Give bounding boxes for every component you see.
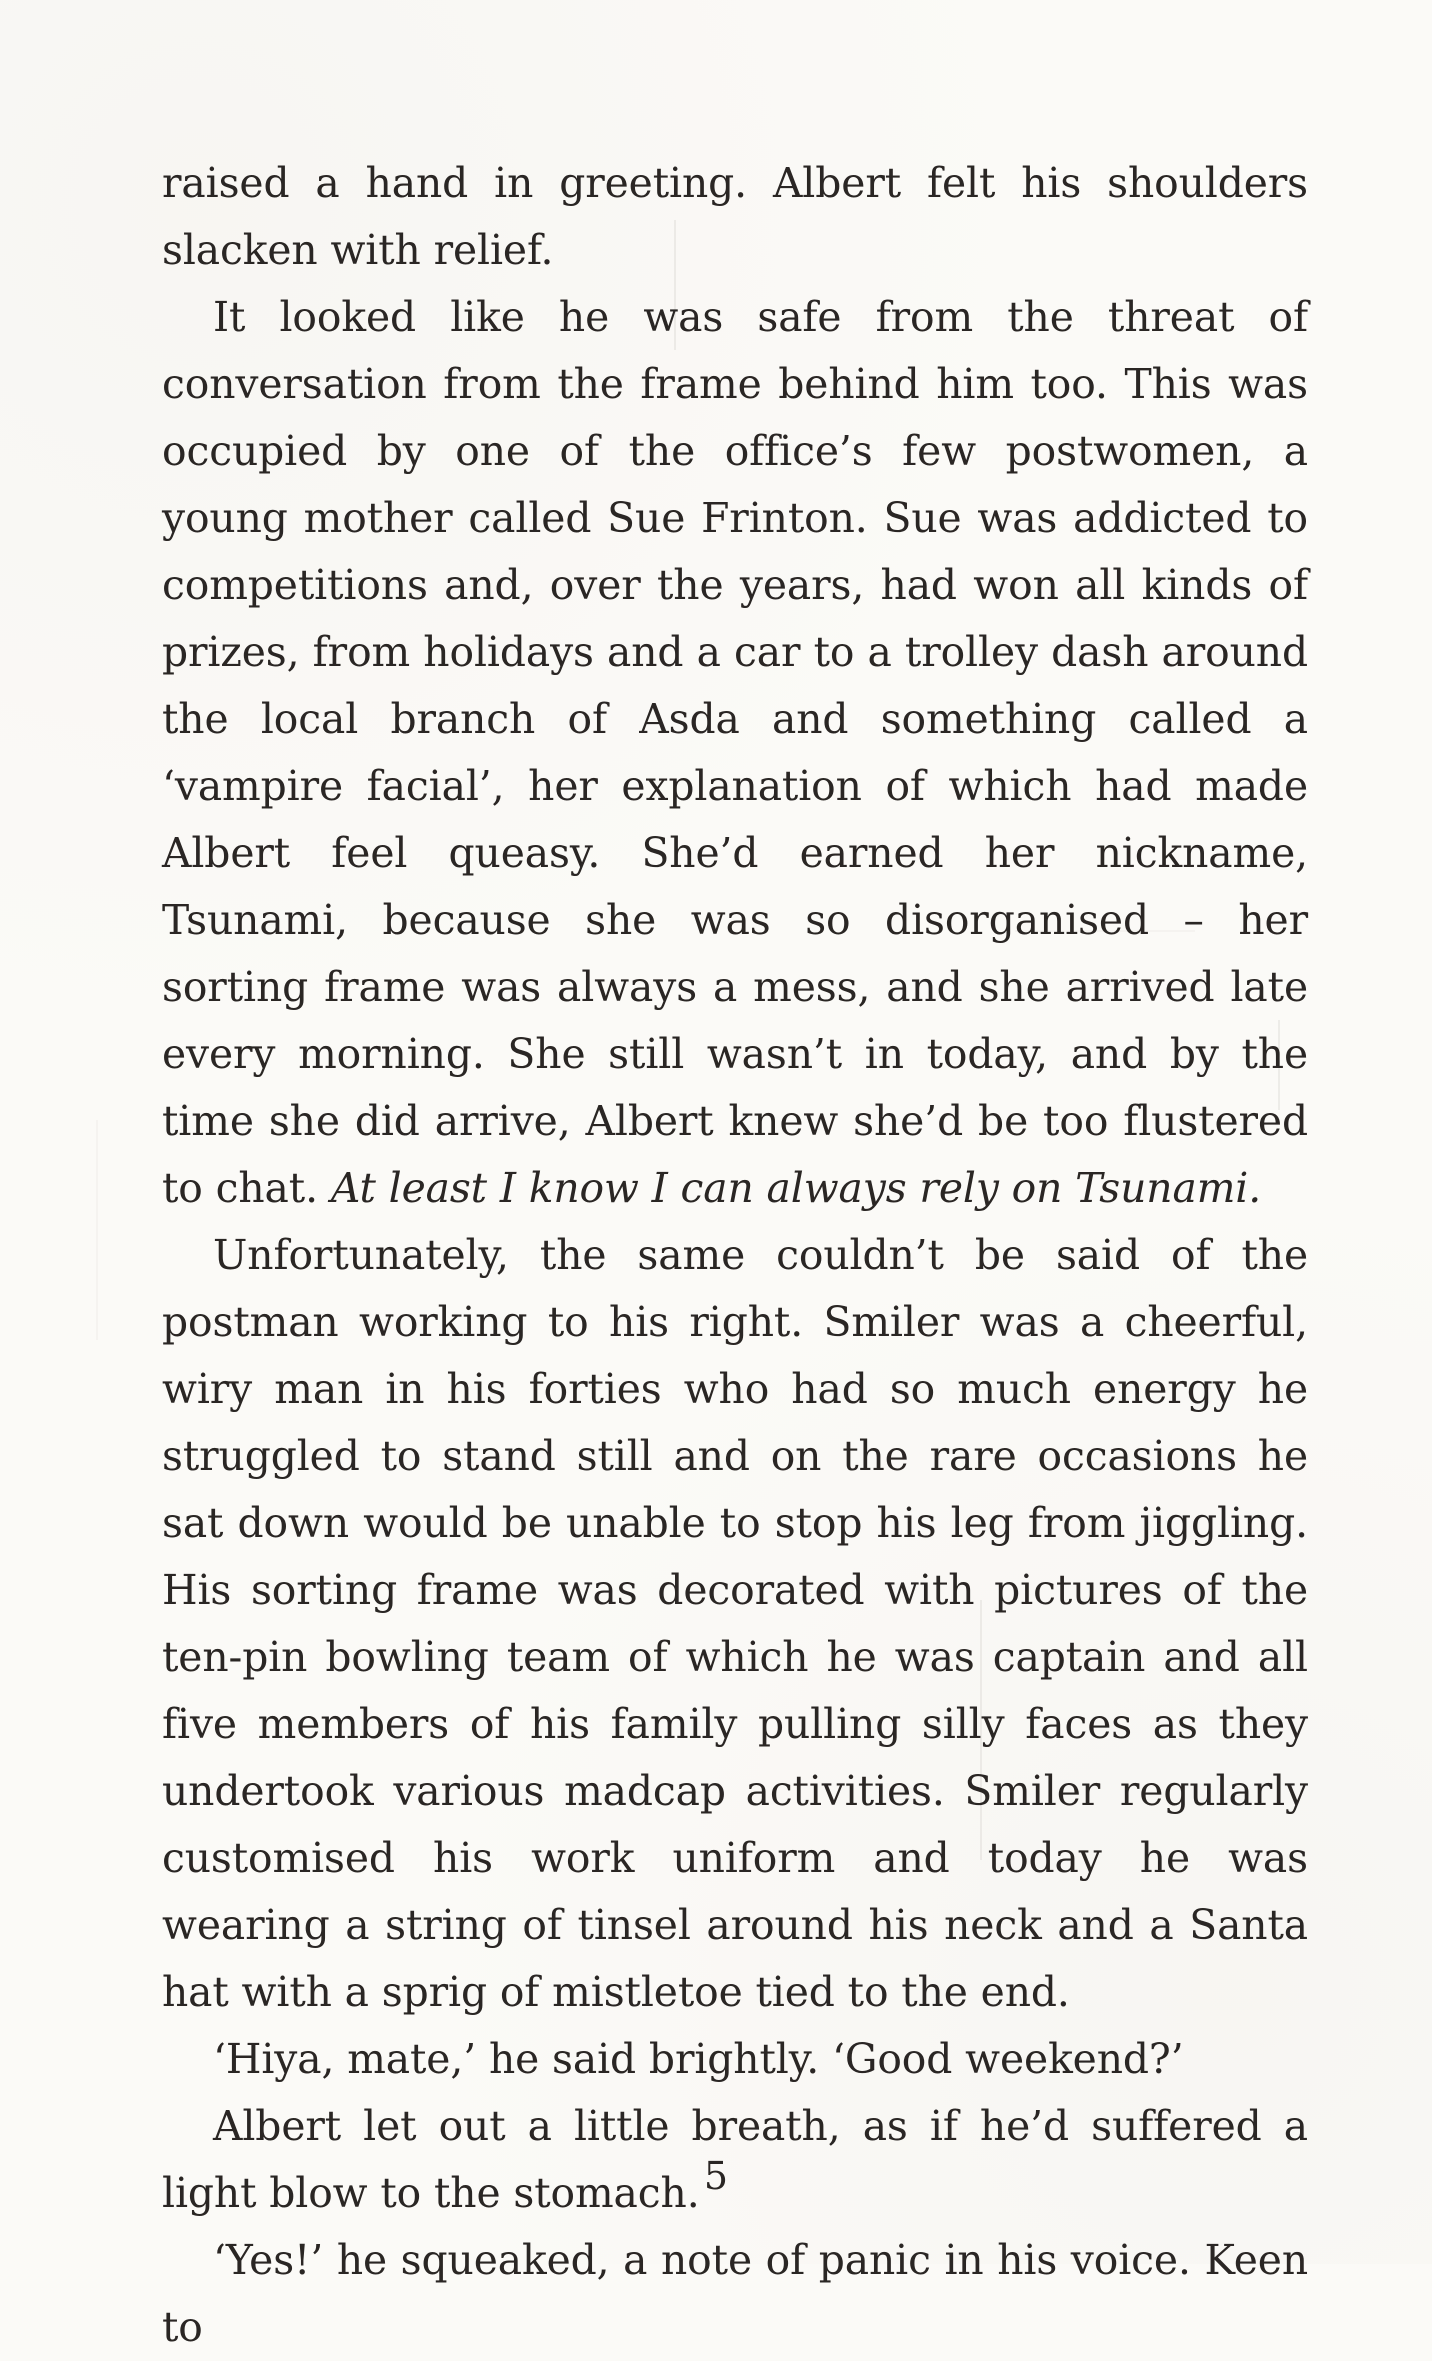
paragraph-2-italic-text: At least I know I can always rely on Tsunami. — [330, 1164, 1262, 1212]
paragraph-4-text: ‘Hiya, mate,’ he said brightly. ‘Good weekend?’ — [213, 2035, 1184, 2083]
paragraph-2-text: It looked like he was safe from the threat of conversation from the frame behind him too. This was occupied by one of the office’s few postwomen, a young mother called Sue Frinton. Sue was addicted to competitions and, over the years, had won all kinds of prizes, from holidays and a car to a trolley dash around the local branch of Asda and something called a ‘vampire facial’, her explanation of which had made Albert feel queasy. She’d earned her nickname, Tsunami, because she was so disorganised – her sorting frame was always a mess, and she arrived late every morning. She still wasn’t in today, and by the time she did arrive, Albert knew she’d be too flustered to chat. — [162, 293, 1308, 1212]
paragraph-3-text: Unfortunately, the same couldn’t be said of the postman working to his right. Smiler was a cheerful, wiry man in his forties who had so much energy he struggled to stand still and on the rare occasions he sat down would be unable to stop his leg from jiggling. His sorting frame was decorated with pictures of the ten-pin bowling team of which he was captain and all five members of his family pulling silly faces as they undertook various madcap activities. Smiler regularly customised his work uniform and today he was wearing a string of tinsel around his neck and a Santa hat with a sprig of mistletoe tied to the end. — [162, 1231, 1308, 2016]
page-number: 5 — [703, 2154, 729, 2198]
paragraph-6 — [162, 2227, 1308, 2361]
paragraph-3 — [162, 1222, 1308, 2026]
paragraph-6-text: ‘Yes!’ he squeaked, a note of panic in his voice. Keen to — [162, 2236, 1308, 2351]
body-text — [162, 150, 1308, 2361]
paragraph-5-text: Albert let out a little breath, as if he’d suffered a light blow to the stomach. — [162, 2102, 1308, 2217]
paragraph-4 — [162, 2026, 1308, 2093]
show-through-mark — [96, 1120, 98, 1340]
paragraph-2 — [162, 284, 1308, 1222]
paragraph-1 — [162, 150, 1308, 284]
paragraph-1-text: raised a hand in greeting. Albert felt his shoulders slacken with relief. — [162, 159, 1308, 274]
